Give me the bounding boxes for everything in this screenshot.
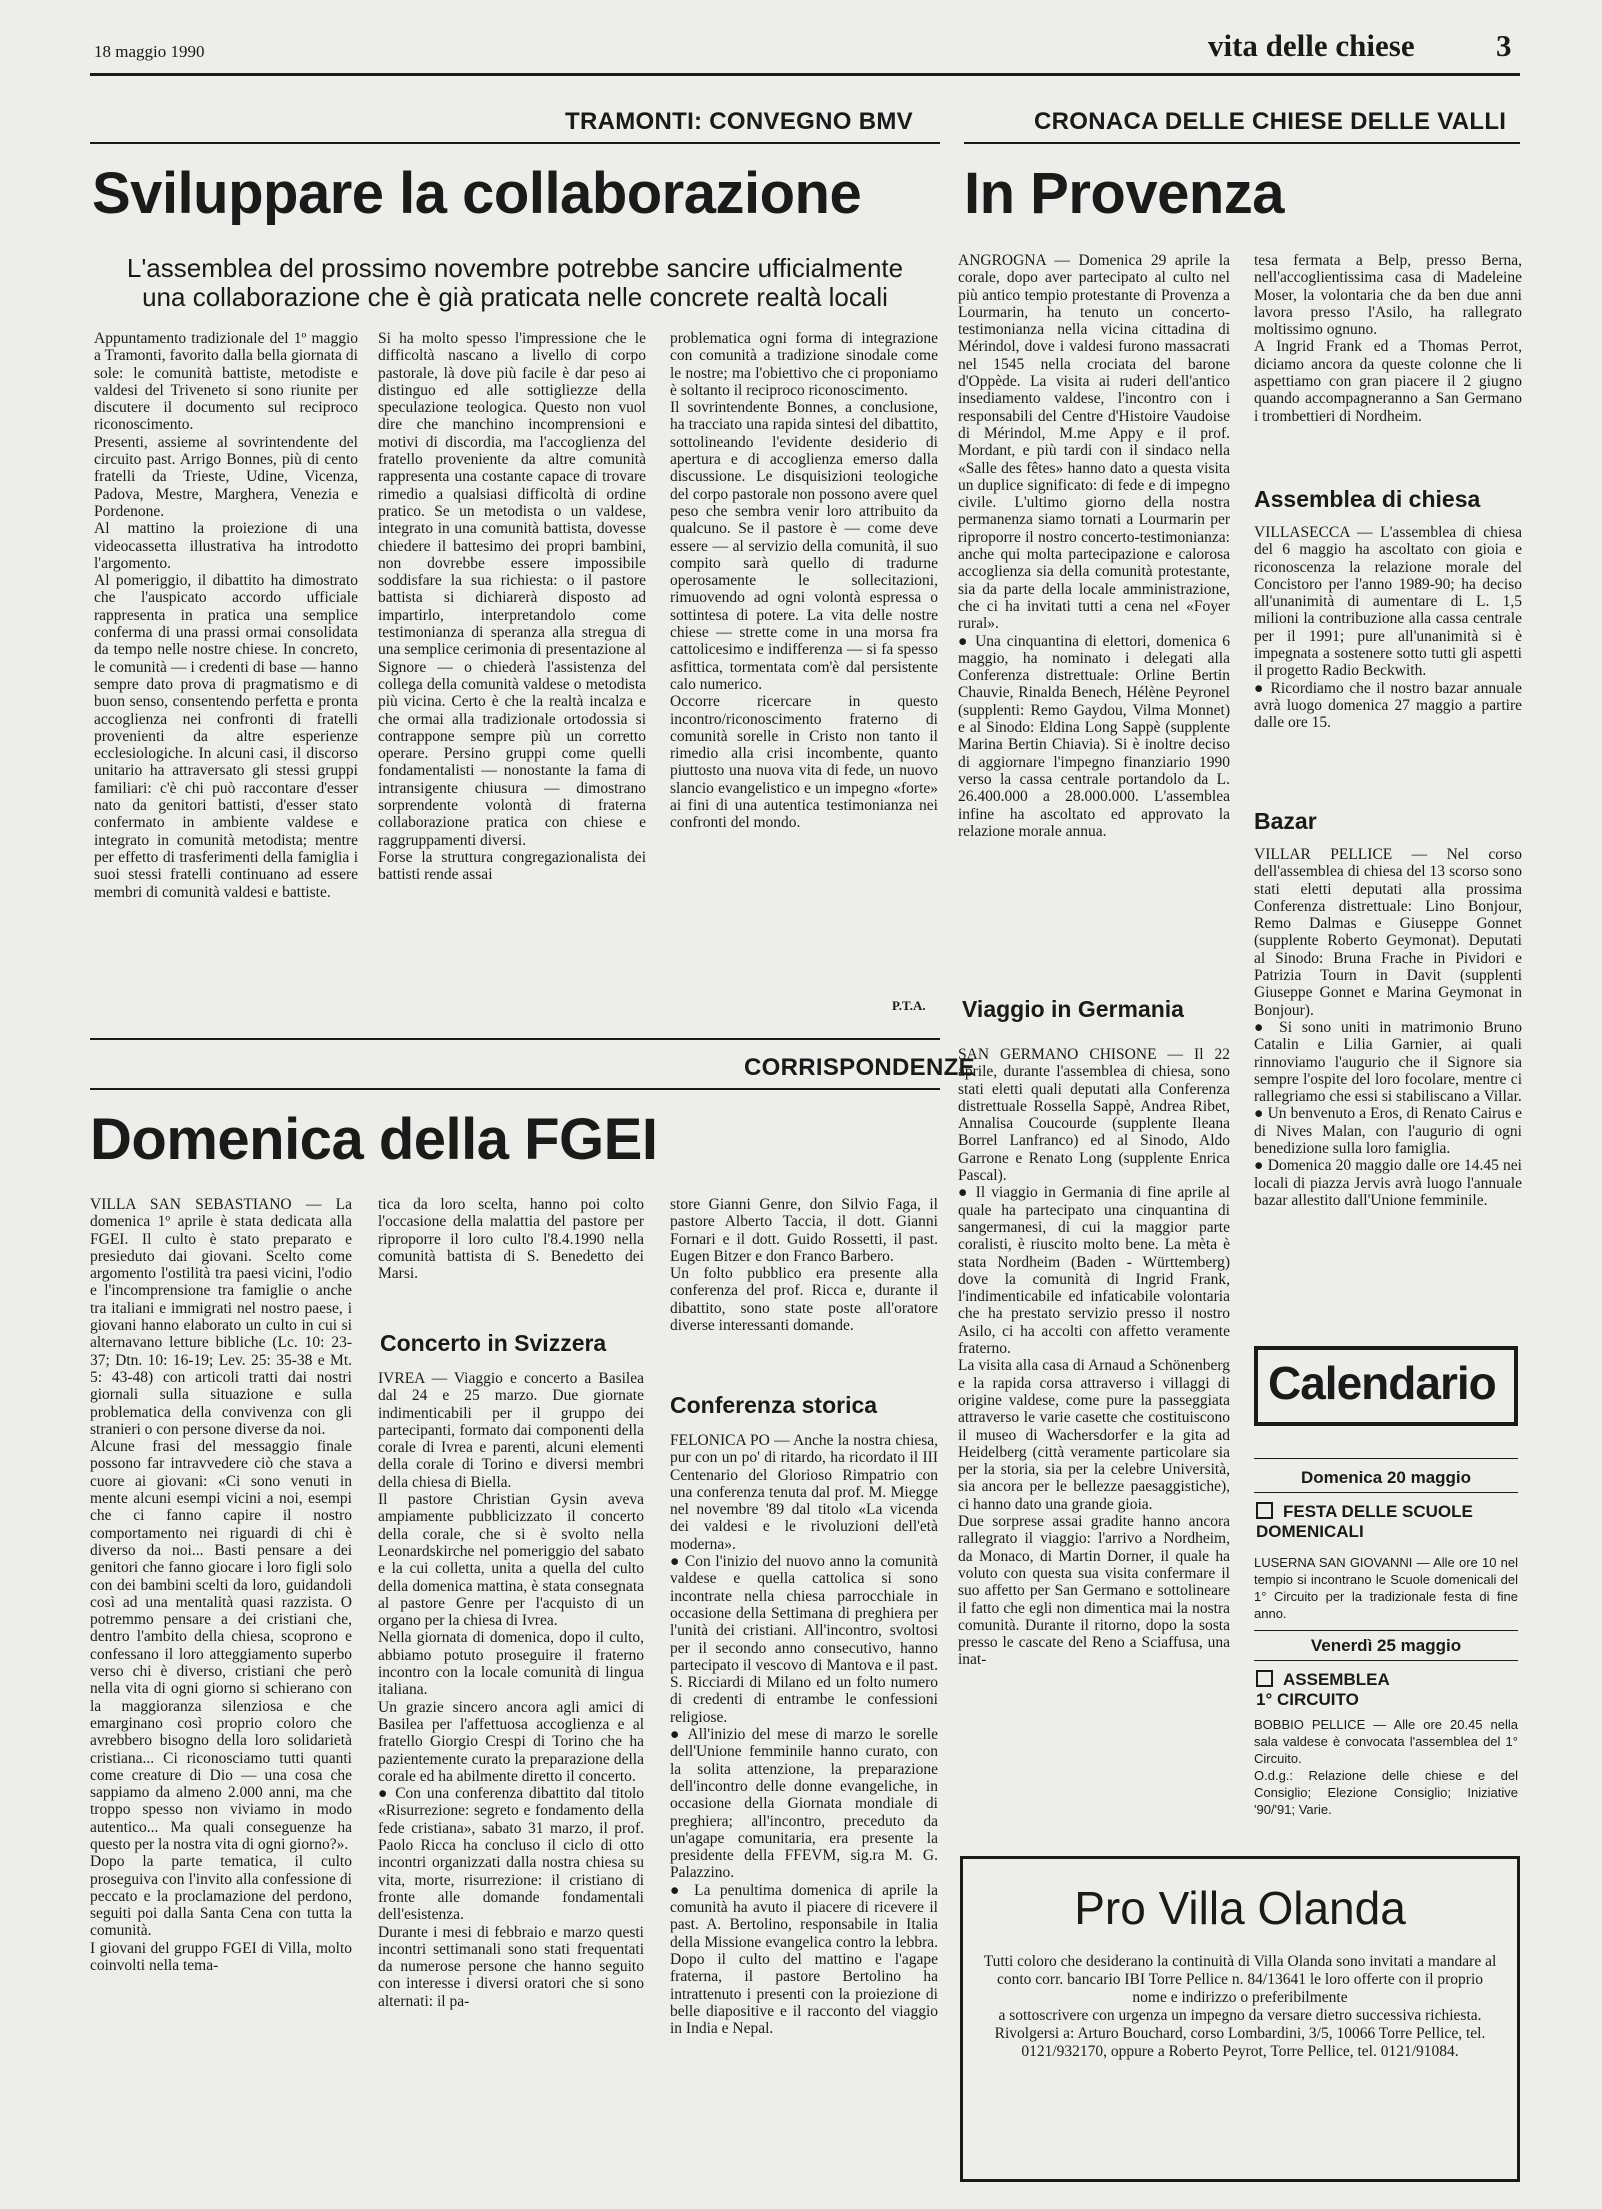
calendario-rule-3 xyxy=(1254,1630,1518,1631)
checkbox-icon xyxy=(1256,1502,1273,1519)
article2-column-1b: SAN GERMANO CHISONE — Il 22 aprile, durante l'assemblea di chiesa, sono stati eletti quali deputati alla Conferenza distrettuale Rossella Sappè, Andrea Ribet, Annalisa Coucourde (supplente Ileana Borrel Lanfranco) ed al Sinodo, Aldo Garrone e Renato Long (supplente Enrica Pascal). ● Il viaggio in Germania di fine aprile al quale ha partecipato una cinquantina di sangermanesi, di cui la maggior parte coralisti, è riuscito molto bene. La mèta è stata Nordheim (Baden - Württemberg) dove la comunità di Ingrid Frank, l'indimenticabile ed infaticabile volontaria che ha prestato servizio presso il nostro Asilo, ci ha accolti con affetto veramente fraterno. La visita alla casa di Arnaud a Schönenberg e la rapida corsa attraverso i villaggi di origine valdese, come pure la passeggiata attraverso le varie casette che costituiscono il museo di Wachersdorfer e la gita ad Heidelberg (città veramente particolare sia per la storia, sia per la celebre Università, sia ancora per le bellezze paesaggistiche), ci hanno dato una grande gioia. Due sorprese assai gradite hanno ancora rallegrato il viaggio: l'arrivo a Nordheim, da Monaco, di Martin Dorner, il quale ha voluto con questa sua visita confermare il suo affetto per San Germano e sottolineare il fatto che egli non dimentica mai la nostra comunità. Durante il ritorno, dopo la sosta presso le cascate del Reno a Sciaffusa, una inat- xyxy=(958,1046,1230,1669)
calendario-title: Calendario xyxy=(1268,1357,1496,1409)
article2-kicker: CRONACA DELLE CHIESE DELLE VALLI xyxy=(1034,108,1507,135)
article1-subtitle: L'assemblea del prossimo novembre potrebbe sancire ufficialmente una collaborazione che è già praticata nelle concrete realtà locali xyxy=(126,253,904,312)
article1-kicker: TRAMONTI: CONVEGNO BMV xyxy=(565,108,913,135)
article3-column-2a: tica da loro scelta, hanno poi colto l'occasione della malattia del pastore per riproporre il loro culto l'8.4.1990 nella comunità battista di S. Benedetto dei Marsi. xyxy=(378,1196,644,1283)
villa-olanda-box xyxy=(960,1856,1520,2182)
issue-date: 18 maggio 1990 xyxy=(94,42,205,61)
article2-column-2c: VILLAR PELLICE — Nel corso dell'assemblea di chiesa del 13 scorso sono stati eletti deputati alla prossima Conferenza distrettuale: Lino Bonjour, Remo Dalmas e Giuseppe Gonnet (supplente Roberto Geymonat). Deputati al Sinodo: Bruna Frache in Pividori e Patrizia Tourn in Davit (supplenti Giuseppe Gonnet e Marina Geymonat in Bonjour). ● Si sono uniti in matrimonio Bruno Catalin e Lilia Garnier, ai quali rinnoviamo l'augurio che il Signore sia sempre l'ospite del loro focolare, mentre ci rallegriamo che essi si stabiliscano a Villar. ● Un benvenuto a Eros, di Renato Cairus e di Nives Malan, con l'augurio di ogni benedizione sulla loro famiglia. ● Domenica 20 maggio dalle ore 14.45 nei locali di piazza Jervis avrà luogo l'annuale bazar allestito dall'Unione femminile. xyxy=(1254,846,1522,1209)
article3-kicker: CORRISPONDENZE xyxy=(744,1054,975,1081)
corrispondenze-top-rule xyxy=(90,1038,940,1040)
article1-column-3: problematica ogni forma di integrazione con comunità a tradizione sinodale come le nostre; ma l'obiettivo che ci proponiamo è soltanto il reciproco riconoscimento. Il sovrintendente Bonnes, a conclusione, ha tracciato una rapida sintesi del dibattito, sottolineando l'evidente desiderio di apertura e di accoglienza emerso dalla discussione. Le disquisizioni teologiche del corpo pastorale non possono avere quel peso che sembra venir loro attribuito da qualcuno. Se il pastore è — come deve essere — al servizio della comunità, il suo compito sarà quello di tradurne operosamente le sollecitazioni, rimuovendo ad ogni volontà espressa o sottintesa di potere. La vita delle nostre chiese — strette come in una morsa fra cattolicesimo e indifferenza — si fa spesso asfittica, tormentata com'è dal persistente calo numerico. Occorre ricercare in questo incontro/riconoscimento fraterno di comunità sorelle in Cristo non tanto il rimedio alla crisi incombente, quanto piuttosto una nuova vita di fede, un nuovo slancio evangelistico e un impegno «forte» ai fini di una autentica testimonianza nei confronti del mondo. xyxy=(670,330,938,832)
page-number: 3 xyxy=(1496,28,1512,63)
calendario-date-1: Domenica 20 maggio xyxy=(1300,1468,1472,1487)
calendario-rule-2 xyxy=(1254,1492,1518,1493)
article2-kicker-rule xyxy=(964,142,1520,144)
article3-column-2b: IVREA — Viaggio e concerto a Basilea dal 24 e 25 marzo. Due giornate indimenticabili per il gruppo dei partecipanti, formato dai componenti della corale di Ivrea e parenti, alcuni elementi della corale di Torino e diversi membri della chiesa di Biella. Il pastore Christian Gysin aveva ampiamente pubblicizzato il concerto della corale, che si è svolto nella Leonardskirche nel pomeriggio del sabato e la cui colletta, unita a quella del culto della domenica mattina, è stata consegnata al pastore Genre per l'acquisto di un organo per la chiesa di Ivrea. Nella giornata di domenica, dopo il culto, abbiamo potuto proseguire il fraterno incontro con la locale comunità di lingua italiana. Un grazie sincero ancora agli amici di Basilea per l'affettuosa accoglienza e al fratello Giorgio Crespi di Torino che ha pazientemente curato la preparazione della corale ed ha abilmente diretto il concerto. ● Con una conferenza dibattito dal titolo «Risurrezione: segreto e fondamento della fede cristiana», sabato 31 marzo, il prof. Paolo Ricca ha concluso il ciclo di otto incontri organizzati dalla nostra chiesa su vita, morte, risurrezione: il cristiano di fronte alle domande fondamentali dell'esistenza. Durante i mesi di febbraio e marzo questi incontri settimanali sono stati frequentati da numerose persone che hanno seguito con interesse i diversi oratori che si sono alternati: il pa- xyxy=(378,1370,644,2010)
germania-subhead: Viaggio in Germania xyxy=(962,996,1184,1022)
article1-headline: Sviluppare la collaborazione xyxy=(92,161,862,226)
article2-column-2a: tesa fermata a Belp, presso Berna, nell'accoglientissima casa di Madeleine Moser, la volontaria che da ben due anni lavora presso l'Asilo, ha rallegrato moltissimo ognuno. A Ingrid Frank ed a Thomas Perrot, diciamo ancora da queste colonne che li aspettiamo con gran piacere il 2 giugno quando accompagneranno a San Germano i trombettieri di Nordheim. xyxy=(1254,252,1522,425)
article2-column-2b: VILLASECCA — L'assemblea di chiesa del 6 maggio ha ascoltato con gioia e riconoscenza la relazione morale del Concistoro per l'anno 1989-90; ha deciso all'unanimità di aumentare di L. 1,5 milioni la contribuzione alla cassa centrale per il 1991; pure all'unanimità si è impegnata a sostenere sotto tutti gli aspetti il progetto Radio Beckwith. ● Ricordiamo che il nostro bazar annuale avrà luogo domenica 27 maggio a partire dalle ore 15. xyxy=(1254,524,1522,732)
calendario-event-1 xyxy=(1256,1502,1520,1542)
article3-column-3a: store Gianni Genre, don Silvio Faga, il pastore Alberto Taccia, il dott. Gianni Fornari e il dott. Guido Rossetti, il past. Eugen Bitzer e don Franco Barbero. Un folto pubblico era presente alla conferenza del prof. Ricca e, durante il dibattito, sono state poste all'oratore diverse interessanti domande. xyxy=(670,1196,938,1335)
conferenza-subhead: Conferenza storica xyxy=(670,1392,878,1418)
villa-olanda-title: Pro Villa Olanda xyxy=(1074,1882,1406,1934)
article3-column-1: VILLA SAN SEBASTIANO — La domenica 1º aprile è stata dedicata alla FGEI. Il culto è stato preparato e presieduto dai giovani. Scelto come argomento l'ostilità tra paesi vicini, l'odio e l'incomprensione tra famiglie o anche tra italiani e immigrati nel nostro paese, i giovani hanno elaborato un culto in cui si alternavano letture bibliche (Lc. 10: 23-37; Dtn. 10: 16-19; Lev. 25: 35-38 e Mt. 5: 43-48) con articoli tratti dai nostri giornali sulla situazione e sulla problematica della convivenza con gli stranieri o con persone diverse da noi. Alcune frasi del messaggio finale possono far intravvedere ciò che stava a cuore ai giovani: «Ci sono venuti in mente alcuni esempi vicini a noi, esempi che ci fanno capire il nostro comportamento nei riguardi di chi è diverso da noi... Basti pensare a dei genitori che fanno giocare i loro figli solo con dei bambini scelti da loro, guidandoli così ad una mentalità quasi razzista. O potremmo pensare a dei cristiani che, dentro l'ambito della chiesa, scoprono e confessano il loro atteggiamento superbo verso chi è diverso, cristiani che però nella vita di ogni giorno si schierano con la maggioranza silenziosa e che emarginano così proprio coloro che avrebbero bisogno della loro solidarietà cristiana... Ci riconosciamo tutti quanti come creature di Dio — una cosa che sappiamo da almeno 2.000 anni, ma che troppo spesso non viviamo in modo autentico... Ma quali conseguenze ha questo per la nostra vita di ogni giorno?». Dopo la parte tematica, il culto proseguiva con l'invito alla confessione di peccato e la proclamazione del perdono, seguiti poi dalla Santa Cena con tutta la comunità. I giovani del gruppo FGEI di Villa, molto coinvolti nella tema- xyxy=(90,1196,352,1975)
calendario-rule-1 xyxy=(1254,1458,1518,1459)
article1-column-1: Appuntamento tradizionale del 1º maggio a Tramonti, favorito dalla bella giornata di sole: le comunità battiste, metodiste e valdesi del Triveneto si sono riunite per discutere il documento sul reciproco riconoscimento. Presenti, assieme al sovrintendente del circuito past. Arrigo Bonnes, più di cento fratelli da Trieste, Udine, Vicenza, Padova, Mestre, Marghera, Venezia e Pordenone. Al mattino la proiezione di una videocassetta illustrativa ha introdotto l'argomento. Al pomeriggio, il dibattito ha dimostrato che l'auspicato accordo ufficiale rappresenta in pratica una semplice conferma di una prassi ormai consolidata da tempo nelle nostre chiese. In concreto, le comunità — i credenti di base — hanno sempre dato prova di pragmatismo e di buon senso, consentendo perfetta e pronta accoglienza nei confronti di fratelli provenienti da altre esperienze ecclesiologiche. In alcuni casi, il discorso unitario ha attraversato gli stessi gruppi familiari: c'è chi può raccontare d'esser nato da genitori battisti, d'esser stato confermato in ambiente valdese e integrato in comunità metodista; mentre per effetto di trasferimenti della famiglia i suoi stessi fratelli continuano ad essere membri di comunità valdesi e battiste. xyxy=(94,330,358,901)
checkbox-icon xyxy=(1256,1670,1273,1687)
calendario-event-2-body: BOBBIO PELLICE — Alle ore 20.45 nella sala valdese è convocata l'assemblea del 1° Circuito. O.d.g.: Relazione delle chiese e del Consiglio; Elezione Consiglio; Iniziative '90/'91; Varie. xyxy=(1254,1717,1518,1817)
header-rule xyxy=(90,73,1520,76)
article2-column-1: ANGROGNA — Domenica 29 aprile la corale, dopo aver partecipato al culto nel più antico tempio protestante di Provenza a Lourmarin, ha tenuto un concerto-testimonianza nella vicina cittadina di Mérindol, dove i valdesi furono massacrati nel 1545 nella crociata del barone d'Oppède. La visita ai ruderi dell'antico insediamento valdese, l'incontro con i responsabili del Centre d'Histoire Vaudoise di Mérindol, M.me Appy e il prof. Mordant, e più tardi con il sindaco nella «Salle des fêtes» hanno dato a questa visita un duplice significato: di fede e di impegno civile. L'ultimo giorno della nostra permanenza siamo tornati a Lourmarin per riproporre il nostro concerto-testimonianza: anche qui molta partecipazione e calorosa accoglienza sia della comunità protestante, sia da parte della locale amministrazione, che ci ha invitati tutti a cena nel «Foyer rural». ● Una cinquantina di elettori, domenica 6 maggio, ha nominato i delegati alla Conferenza distrettuale: Orline Bertin Chauvie, Rinalda Benech, Hélène Peyronel (supplenti: Remo Gaydou, Vilma Monnet) e al Sinodo: Eldina Long Sappè (supplente Marina Bertin Chiavia). Si è inoltre deciso di aggiornare l'impegno finanziario 1990 verso la cassa centrale portandolo da L. 26.400.000 a 28.000.000. L'assemblea infine ha ascoltato ed approvato la relazione morale annua. xyxy=(958,252,1230,840)
calendario-event-2 xyxy=(1256,1670,1520,1710)
article1-column-2: Si ha molto spesso l'impressione che le difficoltà nascano a livello di corpo pastorale, là dove più facile è dar peso ai distinguo ed alle sottigliezze della speculazione teologica. Questo non vuol dire che manchino incomprensioni e motivi di discordia, ma l'accoglienza del fratello proveniente da altre comunità rappresenta una costante capace di trovare rimedio a qualsiasi difficoltà di ordine pratico. Se un metodista o un valdese, integrato in una comunità battista, dovesse chiedere il battesimo dei propri bambini, non dovrebbe essere impossibile soddisfare la sua richiesta: o il pastore battista si dichiarerà disposto ad impartirlo, interpretandolo come testimonianza di speranza alla stregua di una semplice cerimonia di presentazione al Signore — o chiederà l'assistenza del collega della comunità valdese o metodista più vicina. Certo è che la realtà incalza e che ormai alla tradizionale ortodossia si contrappone sempre più un corretto operare. Persino gruppi come quelli fondamentalisti — nonostante la fama di intransigente chiusura — dimostrano sorprendente volontà di fraterna collaborazione pratica con chiese e raggruppamenti diversi. Forse la struttura congregazionalista dei battisti rende assai xyxy=(378,330,646,884)
article3-headline: Domenica della FGEI xyxy=(90,1107,658,1172)
article3-kicker-rule xyxy=(90,1088,940,1090)
article1-kicker-rule xyxy=(90,142,940,144)
calendario-event-1-body: LUSERNA SAN GIOVANNI — Alle ore 10 nel tempio si incontrano le Scuole domenicali del 1° Circuito per la tradizionale festa di fine anno. xyxy=(1254,1555,1518,1621)
section-title: vita delle chiese xyxy=(1208,28,1415,63)
article2-headline: In Provenza xyxy=(964,161,1285,226)
event-2-title: ASSEMBLEA 1° CIRCUITO xyxy=(1256,1670,1390,1709)
event-1-title: FESTA DELLE SCUOLE DOMENICALI xyxy=(1256,1502,1473,1541)
villa-olanda-body: Tutti coloro che desiderano la continuità di Villa Olanda sono invitati a mandare al conto corr. bancario IBI Torre Pellice n. 84/13641 le loro offerte con il proprio nome e indirizzo o preferibilmente a sottoscrivere con urgenza un impegno da versare dietro successiva richiesta. Rivolgersi a: Arturo Bouchard, corso Lombardini, 3/5, 10066 Torre Pellice, tel. 0121/932170, oppure a Roberto Peyrot, Torre Pellice, tel. 0121/91084. xyxy=(983,1953,1497,2060)
bazar-subhead: Bazar xyxy=(1254,808,1317,834)
svizzera-subhead: Concerto in Svizzera xyxy=(380,1330,607,1356)
article1-signature: P.T.A. xyxy=(892,998,926,1013)
calendario-box xyxy=(1254,1346,1518,1426)
calendario-rule-4 xyxy=(1254,1660,1518,1661)
assemblea-subhead: Assemblea di chiesa xyxy=(1254,486,1481,512)
calendario-date-2: Venerdì 25 maggio xyxy=(1310,1636,1462,1655)
article3-column-3b: FELONICA PO — Anche la nostra chiesa, pur con un po' di ritardo, ha ricordato il III Centenario del Glorioso Rimpatrio con una conferenza tenuta dal prof. M. Miegge nel novembre '89 dal titolo «La vicenda dei valdesi e le rivoluzioni dell'età moderna». ● Con l'inizio del nuovo anno la comunità valdese e quella cattolica si sono incontrate nella chiesa parrocchiale in occasione della Settimana di preghiera per l'unità dei cristiani. All'incontro, svoltosi per il secondo anno consecutivo, hanno partecipato il vescovo di Mantova e il past. S. Ricciardi di Milano ed un folto numero di credenti di entrambe le confessioni religiose. ● All'inizio del mese di marzo le sorelle dell'Unione femminile hanno curato, con la solita attenzione, la preparazione dell'incontro delle donne evangeliche, in occasione della Giornata mondiale di preghiera; all'incontro, preceduto da un'agape comunitaria, era presente la presidente della FFEVM, sig.ra M. G. Palazzino. ● La penultima domenica di aprile la comunità ha avuto il piacere di ricevere il past. A. Bertolino, responsabile in Italia della Missione evangelica contro la lebbra. Dopo il culto del mattino e l'agape fraterna, il pastore Bertolino ha intrattenuto i presenti con la proiezione di belle diapositive e il racconto del viaggio in India e Nepal. xyxy=(670,1432,938,2038)
